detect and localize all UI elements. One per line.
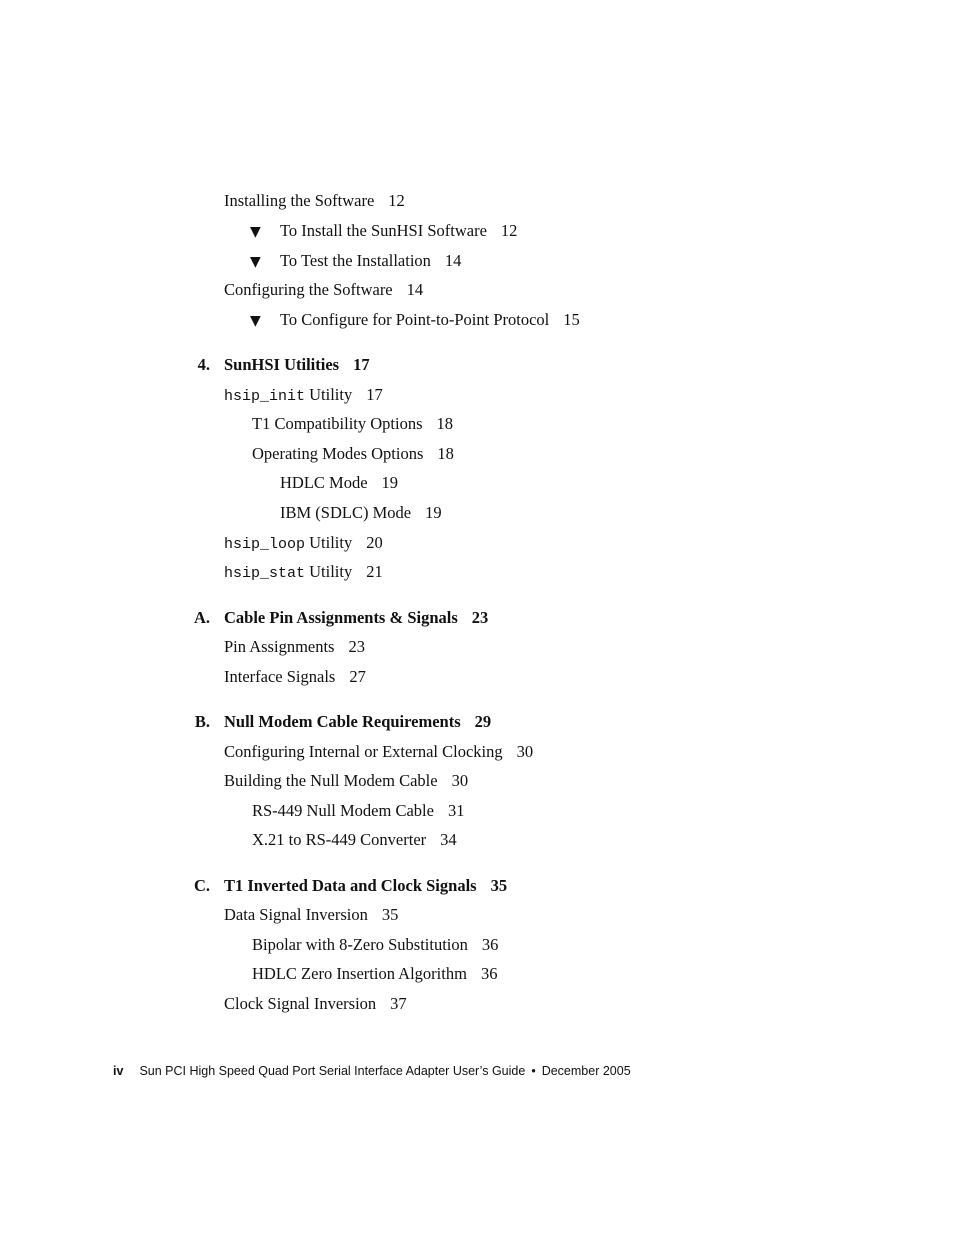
toc-chapter-heading[interactable]: 4. SunHSI Utilities 17: [224, 355, 370, 375]
toc-appendix-heading[interactable]: C. T1 Inverted Data and Clock Signals 35: [224, 876, 507, 896]
toc-subsubentry[interactable]: IBM (SDLC) Mode 19: [280, 503, 442, 522]
toc-entry[interactable]: Building the Null Modem Cable 30: [224, 771, 469, 790]
page-number: 20: [366, 533, 383, 552]
bullet-separator: •: [531, 1064, 536, 1078]
publication-date: December 2005: [541, 1064, 631, 1078]
toc-entry[interactable]: Clock Signal Inversion 37: [224, 994, 407, 1013]
page-number: 34: [440, 830, 457, 849]
down-triangle-icon: ▼: [250, 313, 261, 329]
page-number: 23: [348, 637, 365, 656]
page-number: 18: [436, 414, 454, 433]
toc-task-entry[interactable]: ▼ To Test the Installation 14: [250, 251, 462, 270]
page-folio: iv: [113, 1064, 124, 1078]
appendix-letter: A.: [193, 608, 210, 627]
toc-entry[interactable]: Interface Signals 27: [224, 667, 366, 686]
appendix-letter: C.: [193, 876, 210, 895]
page-number: 15: [563, 310, 580, 329]
toc-subsubentry[interactable]: HDLC Mode 19: [280, 473, 399, 492]
chapter-number: 4.: [197, 355, 210, 374]
page-number: 35: [381, 905, 399, 924]
toc-entry[interactable]: Data Signal Inversion 35: [224, 905, 399, 924]
page-number: 14: [444, 251, 462, 270]
page-number: 14: [406, 280, 424, 299]
page-number: 21: [366, 562, 383, 581]
book-title: Sun PCI High Speed Quad Port Serial Interface Adapter User’s Guide: [139, 1064, 526, 1078]
toc-subentry[interactable]: Bipolar with 8-Zero Substitution 36: [252, 935, 499, 954]
page-number: 18: [437, 444, 454, 463]
page-number: 23: [471, 608, 489, 627]
page-number: 30: [516, 742, 534, 761]
toc-appendix-heading[interactable]: A. Cable Pin Assignments & Signals 23: [224, 608, 488, 628]
toc-entry[interactable]: hsip_stat Utility 21: [224, 562, 383, 582]
down-triangle-icon: ▼: [250, 224, 261, 240]
page-number: 17: [366, 385, 383, 404]
page-number: 31: [447, 801, 465, 820]
toc-entry[interactable]: Configuring the Software 14: [224, 280, 424, 299]
toc-entry[interactable]: Installing the Software 12: [224, 191, 405, 210]
toc-subentry[interactable]: Operating Modes Options 18: [252, 444, 454, 463]
down-triangle-icon: ▼: [250, 254, 261, 270]
page-number: 29: [474, 712, 492, 731]
command-name: hsip_init: [224, 388, 306, 405]
page-footer: [113, 1062, 631, 1080]
toc-subentry[interactable]: X.21 to RS-449 Converter 34: [252, 830, 457, 849]
page-number: 35: [490, 876, 508, 895]
page-number: 17: [353, 355, 370, 374]
toc-entry[interactable]: Pin Assignments 23: [224, 637, 365, 656]
toc-entry[interactable]: hsip_loop Utility 20: [224, 533, 383, 553]
appendix-letter: B.: [194, 712, 210, 731]
toc-subentry[interactable]: RS-449 Null Modem Cable 31: [252, 801, 465, 820]
page-number: 12: [500, 221, 518, 240]
toc-entry[interactable]: hsip_init Utility 17: [224, 385, 383, 405]
page-number: 37: [390, 994, 407, 1013]
command-name: hsip_stat: [224, 565, 306, 582]
toc-task-entry[interactable]: ▼ To Install the SunHSI Software 12: [250, 221, 518, 240]
toc-task-entry[interactable]: ▼ To Configure for Point-to-Point Protocol 15: [250, 310, 580, 329]
page-number: 36: [481, 935, 499, 954]
page-number: 12: [388, 191, 405, 210]
toc-entry[interactable]: Configuring Internal or External Clocking 30: [224, 742, 534, 761]
toc-appendix-heading[interactable]: B. Null Modem Cable Requirements 29: [224, 712, 491, 732]
page-number: 36: [480, 964, 498, 983]
toc-subentry[interactable]: HDLC Zero Insertion Algorithm 36: [252, 964, 498, 983]
toc-subentry[interactable]: T1 Compatibility Options 18: [252, 414, 454, 433]
command-name: hsip_loop: [224, 536, 306, 553]
page-number: 27: [349, 667, 366, 686]
page-number: 19: [381, 473, 399, 492]
page-number: 30: [451, 771, 469, 790]
page-number: 19: [425, 503, 442, 522]
